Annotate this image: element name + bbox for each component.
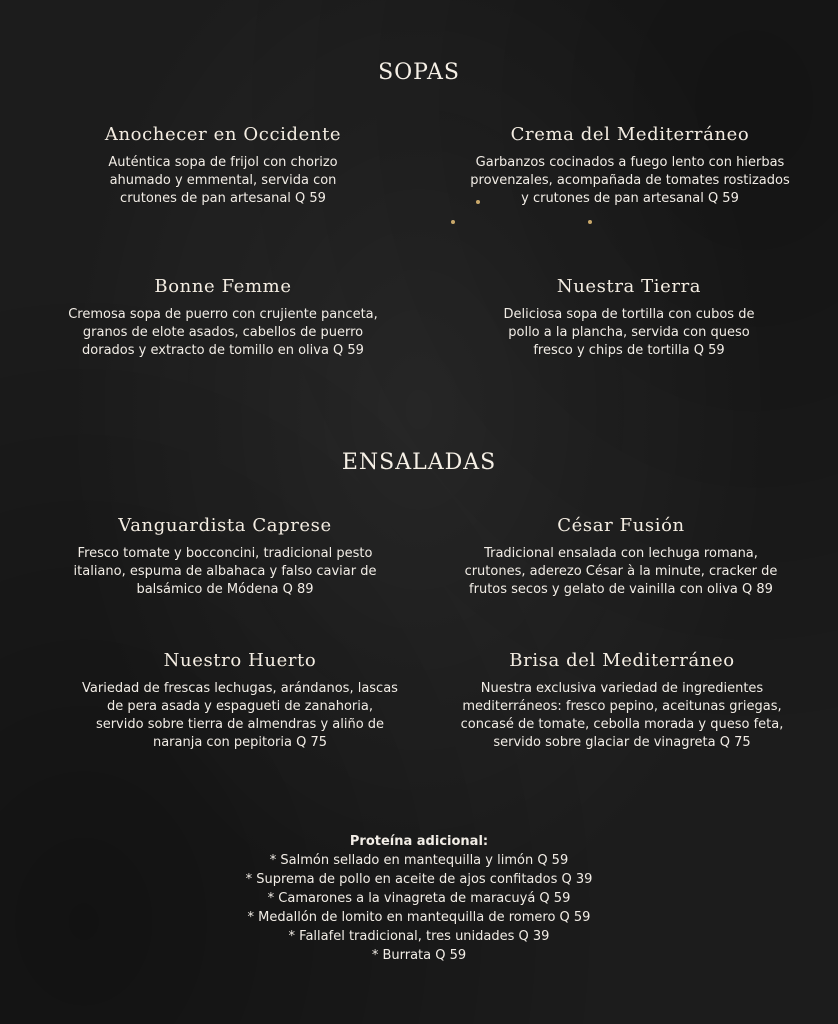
decorative-dot bbox=[451, 220, 455, 224]
item-name: Nuestro Huerto bbox=[163, 650, 317, 671]
menu-item-vanguardista-caprese bbox=[25, 515, 425, 599]
additional-protein-title: Proteína adicional: bbox=[349, 834, 489, 849]
section-title-sopas: SOPAS bbox=[378, 60, 460, 85]
item-description: Variedad de frescas lechugas, arándanos, lascas de pera asada y espagueti de zanahoria, servido sobre tierra de almendras y aliño de naranja con pepitoria Q 75 bbox=[82, 681, 398, 750]
item-description: Garbanzos cocinados a fuego lento con hierbas provenzales, acompañada de tomates rostizados y crutones de pan artesanal Q 59 bbox=[470, 155, 790, 206]
list-item: * Medallón de lomito en mantequilla de romero Q 59 bbox=[247, 910, 591, 925]
list-item: * Fallafel tradicional, tres unidades Q 39 bbox=[288, 929, 550, 944]
decorative-dot bbox=[588, 220, 592, 224]
menu-item-brisa-del-mediterraneo bbox=[422, 650, 822, 752]
item-name: César Fusión bbox=[557, 515, 685, 536]
additional-protein-section bbox=[0, 832, 838, 965]
item-name: Vanguardista Caprese bbox=[118, 515, 332, 536]
item-description: Cremosa sopa de puerro con crujiente panceta, granos de elote asados, cabellos de puerro dorados y extracto de tomillo en oliva Q 59 bbox=[68, 307, 378, 358]
item-name: Anochecer en Occidente bbox=[104, 124, 342, 145]
menu-item-anochecer-en-occidente bbox=[23, 124, 423, 208]
item-description: Nuestra exclusiva variedad de ingredientes mediterráneos: fresco pepino, aceitunas griegas, concasé de tomate, cebolla morada y queso feta, servido sobre glaciar de vinagreta Q 75 bbox=[460, 681, 784, 750]
item-description: Fresco tomate y bocconcini, tradicional pesto italiano, espuma de albahaca y falso caviar de balsámico de Módena Q 89 bbox=[73, 546, 377, 597]
decorative-dot bbox=[476, 200, 480, 204]
list-item: * Suprema de pollo en aceite de ajos confitados Q 39 bbox=[245, 872, 593, 887]
additional-protein-list bbox=[0, 851, 838, 965]
item-description: Auténtica sopa de frijol con chorizo ahumado y emmental, servida con crutones de pan artesanal Q 59 bbox=[108, 155, 338, 206]
item-name: Bonne Femme bbox=[154, 276, 292, 297]
menu-item-bonne-femme bbox=[23, 276, 423, 360]
list-item: * Camarones a la vinagreta de maracuyá Q 59 bbox=[267, 891, 571, 906]
item-name: Crema del Mediterráneo bbox=[510, 124, 750, 145]
menu-item-cesar-fusion bbox=[421, 515, 821, 599]
item-name: Nuestra Tierra bbox=[556, 276, 702, 297]
menu-item-nuestra-tierra bbox=[429, 276, 829, 360]
section-title-ensaladas: ENSALADAS bbox=[341, 450, 497, 475]
item-description: Deliciosa sopa de tortilla con cubos de pollo a la plancha, servida con queso fresco y chips de tortilla Q 59 bbox=[503, 307, 755, 358]
item-name: Brisa del Mediterráneo bbox=[509, 650, 735, 671]
list-item: * Salmón sellado en mantequilla y limón Q 59 bbox=[269, 853, 569, 868]
menu-item-nuestro-huerto bbox=[40, 650, 440, 752]
menu-item-crema-del-mediterraneo bbox=[420, 124, 838, 208]
list-item: * Burrata Q 59 bbox=[371, 948, 467, 963]
item-description: Tradicional ensalada con lechuga romana, crutones, aderezo César à la minute, cracker de frutos secos y gelato de vainilla con oliva Q 89 bbox=[464, 546, 778, 597]
